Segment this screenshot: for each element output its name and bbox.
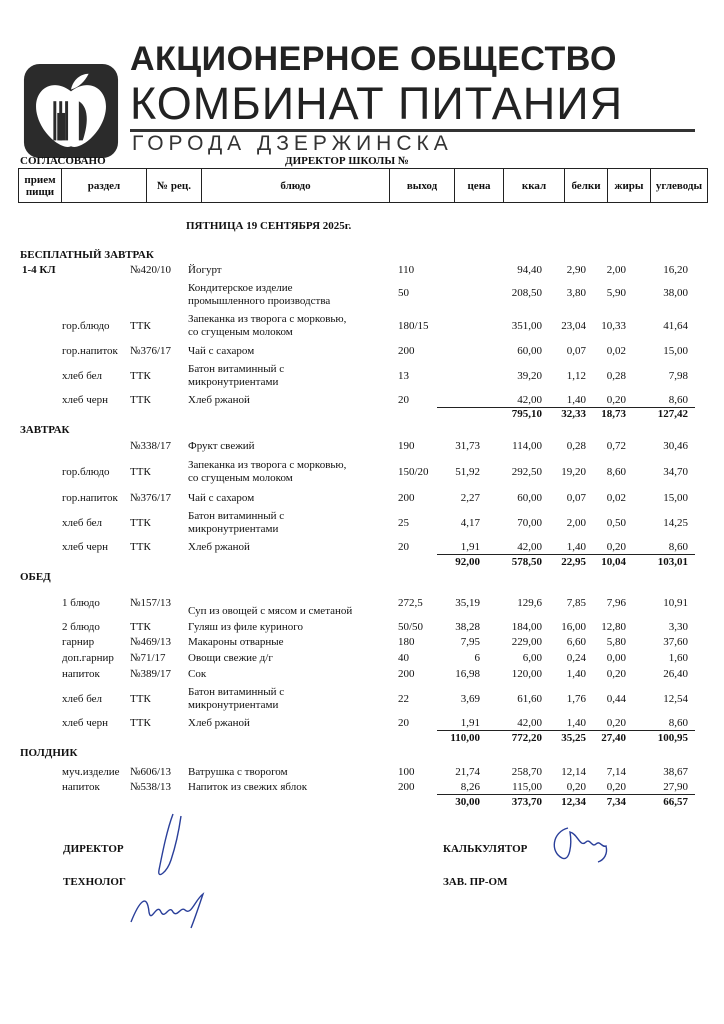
cell-output: 200 bbox=[398, 345, 415, 357]
cell-protein: 7,85 bbox=[566, 597, 586, 609]
cell-fat: 12,80 bbox=[601, 621, 626, 633]
cell-section: хлеб черн bbox=[62, 541, 109, 553]
cell-dish: Напиток из свежих яблок bbox=[188, 781, 308, 793]
cell-protein: 3,80 bbox=[566, 287, 586, 299]
cell-dish: Чай с сахаром bbox=[188, 492, 255, 504]
cell-output: 20 bbox=[398, 541, 409, 553]
cell-price: 31,73 bbox=[455, 440, 480, 452]
total-line bbox=[437, 730, 695, 731]
cell-dish: Сок bbox=[188, 668, 207, 680]
cell-kcal: 60,00 bbox=[517, 345, 542, 357]
day-title: ПЯТНИЦА 19 СЕНТЯБРЯ 2025г. bbox=[186, 220, 352, 232]
cell-section: гор.напиток bbox=[62, 345, 118, 357]
cell-dish-line2: со сгущеным молоком bbox=[188, 472, 293, 484]
cell-output: 13 bbox=[398, 370, 409, 382]
cell-kcal: 94,40 bbox=[517, 264, 542, 276]
cell-price: 8,26 bbox=[460, 781, 480, 793]
cell-fat: 0,02 bbox=[606, 492, 626, 504]
cell-protein: 0,20 bbox=[566, 781, 586, 793]
cell-kcal: 115,00 bbox=[512, 781, 542, 793]
cell-fat: 0,28 bbox=[606, 370, 626, 382]
cell-protein: 0,28 bbox=[566, 440, 586, 452]
total-fat: 18,73 bbox=[601, 408, 626, 420]
total-fat: 27,40 bbox=[601, 732, 626, 744]
cell-carbs: 12,54 bbox=[663, 693, 688, 705]
cell-dish: Суп из овощей с мясом и сметаной bbox=[188, 605, 353, 617]
cell-carbs: 8,60 bbox=[668, 394, 688, 406]
cell-carbs: 1,60 bbox=[668, 652, 688, 664]
total-carbs: 100,95 bbox=[657, 732, 688, 744]
cell-fat: 0,20 bbox=[606, 717, 626, 729]
cell-output: 200 bbox=[398, 781, 415, 793]
cell-output: 150/20 bbox=[398, 466, 429, 478]
cell-dish-line2: со сгущеным молоком bbox=[188, 326, 293, 338]
cell-kcal: 70,00 bbox=[517, 517, 542, 529]
cell-recipe: №376/17 bbox=[130, 492, 172, 504]
technologist-label: ТЕХНОЛОГ bbox=[63, 876, 126, 888]
cell-kcal: 258,70 bbox=[511, 766, 542, 778]
total-protein: 32,33 bbox=[561, 408, 586, 420]
total-price: 92,00 bbox=[455, 556, 480, 568]
cell-output: 40 bbox=[398, 652, 409, 664]
cell-fat: 7,96 bbox=[606, 597, 626, 609]
section-free-breakfast: БЕСПЛАТНЫЙ ЗАВТРАК bbox=[20, 249, 154, 261]
cell-output: 22 bbox=[398, 693, 409, 705]
section-lunch: ОБЕД bbox=[20, 571, 51, 583]
director-school-label: ДИРЕКТОР ШКОЛЫ № bbox=[285, 155, 409, 167]
total-kcal: 578,50 bbox=[511, 556, 542, 568]
cell-kcal: 208,50 bbox=[511, 287, 542, 299]
cell-carbs: 15,00 bbox=[663, 345, 688, 357]
cell-price: 1,91 bbox=[460, 541, 480, 553]
cell-dish: Кондитерское изделие bbox=[188, 282, 293, 294]
cell-section: гор.блюдо bbox=[62, 320, 110, 332]
cell-protein: 23,04 bbox=[561, 320, 586, 332]
cell-fat: 2,00 bbox=[606, 264, 626, 276]
col-dish: блюдо bbox=[201, 168, 390, 203]
cell-kcal: 129,6 bbox=[517, 597, 542, 609]
cell-carbs: 14,25 bbox=[663, 517, 688, 529]
cell-dish: Запеканка из творога с морковью, bbox=[188, 459, 347, 471]
cell-fat: 0,20 bbox=[606, 541, 626, 553]
cell-recipe: ТТК bbox=[130, 394, 151, 406]
col-protein: белки bbox=[564, 168, 608, 203]
cell-dish: Батон витаминный с bbox=[188, 510, 285, 522]
cell-dish-line2: микронутриентами bbox=[188, 376, 279, 388]
cell-fat: 0,00 bbox=[606, 652, 626, 664]
cell-output: 100 bbox=[398, 766, 415, 778]
total-fat: 10,04 bbox=[601, 556, 626, 568]
cell-kcal: 42,00 bbox=[517, 394, 542, 406]
cell-fat: 10,33 bbox=[601, 320, 626, 332]
cell-recipe: ТТК bbox=[130, 320, 151, 332]
cell-output: 200 bbox=[398, 492, 415, 504]
table-header bbox=[18, 168, 708, 203]
cell-protein: 6,60 bbox=[566, 636, 586, 648]
cell-output: 50/50 bbox=[398, 621, 424, 633]
total-protein: 35,25 bbox=[561, 732, 586, 744]
cell-recipe: №606/13 bbox=[130, 766, 172, 778]
org-name-line1: АКЦИОНЕРНОЕ ОБЩЕСТВО bbox=[130, 40, 617, 78]
cell-output: 272,5 bbox=[398, 597, 423, 609]
cell-section: 1 блюдо bbox=[62, 597, 100, 609]
cell-price: 7,95 bbox=[460, 636, 480, 648]
total-price: 30,00 bbox=[455, 796, 480, 808]
cell-kcal: 184,00 bbox=[511, 621, 542, 633]
org-name-line2: КОМБИНАТ ПИТАНИЯ bbox=[130, 78, 624, 129]
cell-meal: 1-4 КЛ bbox=[22, 264, 56, 276]
cell-recipe: №538/13 bbox=[130, 781, 172, 793]
cell-section: хлеб черн bbox=[62, 394, 109, 406]
cell-price: 2,27 bbox=[460, 492, 480, 504]
cell-recipe: №420/10 bbox=[130, 264, 172, 276]
cell-dish-line2: микронутриентами bbox=[188, 699, 279, 711]
cell-fat: 5,90 bbox=[606, 287, 626, 299]
cell-price: 51,92 bbox=[455, 466, 480, 478]
cell-kcal: 114,00 bbox=[512, 440, 542, 452]
col-meal: прием пищи bbox=[18, 168, 62, 203]
cell-section: напиток bbox=[62, 781, 100, 793]
cell-dish: Хлеб ржаной bbox=[188, 717, 250, 729]
cell-dish: Чай с сахаром bbox=[188, 345, 255, 357]
cell-protein: 2,90 bbox=[566, 264, 586, 276]
cell-dish: Ватрушка с творогом bbox=[188, 766, 288, 778]
cell-protein: 2,00 bbox=[566, 517, 586, 529]
cell-carbs: 10,91 bbox=[663, 597, 688, 609]
cell-fat: 0,20 bbox=[606, 668, 626, 680]
cell-carbs: 16,20 bbox=[663, 264, 688, 276]
cell-protein: 19,20 bbox=[561, 466, 586, 478]
cell-price: 35,19 bbox=[455, 597, 480, 609]
cell-dish: Запеканка из творога с морковью, bbox=[188, 313, 347, 325]
cell-fat: 0,72 bbox=[606, 440, 626, 452]
cell-carbs: 8,60 bbox=[668, 541, 688, 553]
total-protein: 22,95 bbox=[561, 556, 586, 568]
cell-carbs: 38,67 bbox=[663, 766, 688, 778]
cell-dish: Хлеб ржаной bbox=[188, 541, 250, 553]
company-logo bbox=[22, 62, 120, 160]
cell-dish: Йогурт bbox=[188, 264, 222, 276]
cell-dish: Гуляш из филе куриного bbox=[188, 621, 304, 633]
total-line bbox=[437, 794, 695, 795]
cell-protein: 12,14 bbox=[561, 766, 586, 778]
cell-dish-line2: микронутриентами bbox=[188, 523, 279, 535]
col-output: выход bbox=[389, 168, 455, 203]
cell-output: 180/15 bbox=[398, 320, 429, 332]
cell-section: гор.блюдо bbox=[62, 466, 110, 478]
cell-carbs: 38,00 bbox=[663, 287, 688, 299]
calculator-label: КАЛЬКУЛЯТОР bbox=[443, 843, 528, 855]
cell-kcal: 229,00 bbox=[511, 636, 542, 648]
total-protein: 12,34 bbox=[561, 796, 586, 808]
cell-dish: Фрукт свежий bbox=[188, 440, 255, 452]
cell-section: хлеб бел bbox=[62, 517, 103, 529]
cell-dish: Хлеб ржаной bbox=[188, 394, 250, 406]
section-breakfast: ЗАВТРАК bbox=[20, 424, 70, 436]
cell-output: 180 bbox=[398, 636, 415, 648]
approved-label: СОГЛАСОВАНО bbox=[20, 155, 106, 167]
cell-kcal: 292,50 bbox=[511, 466, 542, 478]
cell-protein: 16,00 bbox=[561, 621, 586, 633]
cell-fat: 0,44 bbox=[606, 693, 626, 705]
col-recipe: № рец. bbox=[146, 168, 202, 203]
cell-recipe: ТТК bbox=[130, 370, 151, 382]
cell-output: 20 bbox=[398, 394, 409, 406]
cell-kcal: 6,00 bbox=[522, 652, 542, 664]
cell-dish: Батон витаминный с bbox=[188, 363, 285, 375]
director-signature bbox=[145, 810, 195, 890]
cell-section: муч.изделие bbox=[62, 766, 120, 778]
cell-dish-line2: промышленного производства bbox=[188, 295, 331, 307]
section-snack: ПОЛДНИК bbox=[20, 747, 78, 759]
col-price: цена bbox=[454, 168, 504, 203]
cell-section: 2 блюдо bbox=[62, 621, 100, 633]
cell-protein: 1,40 bbox=[566, 717, 586, 729]
cell-protein: 1,40 bbox=[566, 394, 586, 406]
org-name-line3: ГОРОДА ДЗЕРЖИНСКА bbox=[132, 132, 453, 155]
cell-carbs: 26,40 bbox=[663, 668, 688, 680]
cell-protein: 1,40 bbox=[566, 668, 586, 680]
cell-output: 190 bbox=[398, 440, 415, 452]
cell-carbs: 27,90 bbox=[663, 781, 688, 793]
col-kcal: ккал bbox=[503, 168, 565, 203]
cell-section: хлеб черн bbox=[62, 717, 109, 729]
cell-carbs: 37,60 bbox=[663, 636, 688, 648]
cell-carbs: 8,60 bbox=[668, 717, 688, 729]
cell-carbs: 3,30 bbox=[668, 621, 688, 633]
cell-recipe: ТТК bbox=[130, 717, 151, 729]
calculator-signature bbox=[548, 818, 612, 866]
cell-carbs: 41,64 bbox=[663, 320, 688, 332]
cell-recipe: №389/17 bbox=[130, 668, 172, 680]
cell-fat: 7,14 bbox=[606, 766, 626, 778]
cell-recipe: ТТК bbox=[130, 517, 151, 529]
total-line bbox=[437, 554, 695, 555]
cell-recipe: №338/17 bbox=[130, 440, 172, 452]
director-label: ДИРЕКТОР bbox=[63, 843, 124, 855]
cell-price: 4,17 bbox=[460, 517, 480, 529]
cell-recipe: №157/13 bbox=[130, 597, 172, 609]
cell-fat: 0,50 bbox=[606, 517, 626, 529]
cell-section: гор.напиток bbox=[62, 492, 118, 504]
cell-price: 38,28 bbox=[455, 621, 480, 633]
cell-kcal: 39,20 bbox=[517, 370, 542, 382]
cell-protein: 1,12 bbox=[566, 370, 586, 382]
production-head-label: ЗАВ. ПР-ОМ bbox=[443, 876, 508, 888]
cell-protein: 1,40 bbox=[566, 541, 586, 553]
cell-protein: 0,07 bbox=[566, 345, 586, 357]
cell-recipe: №469/13 bbox=[130, 636, 172, 648]
cell-kcal: 42,00 bbox=[517, 717, 542, 729]
cell-section: доп.гарнир bbox=[62, 652, 114, 664]
cell-price: 1,91 bbox=[460, 717, 480, 729]
total-carbs: 103,01 bbox=[657, 556, 688, 568]
technologist-signature bbox=[125, 882, 215, 932]
total-kcal: 772,20 bbox=[511, 732, 542, 744]
cell-recipe: №71/17 bbox=[130, 652, 166, 664]
total-carbs: 66,57 bbox=[663, 796, 688, 808]
total-kcal: 795,10 bbox=[511, 408, 542, 420]
cell-fat: 5,80 bbox=[606, 636, 626, 648]
cell-carbs: 15,00 bbox=[663, 492, 688, 504]
cell-section: гарнир bbox=[62, 636, 95, 648]
cell-carbs: 7,98 bbox=[668, 370, 688, 382]
cell-price: 21,74 bbox=[455, 766, 480, 778]
cell-section: хлеб бел bbox=[62, 693, 103, 705]
cell-section: хлеб бел bbox=[62, 370, 103, 382]
cell-price: 6 bbox=[474, 652, 480, 664]
cell-recipe: ТТК bbox=[130, 693, 151, 705]
cell-protein: 1,76 bbox=[566, 693, 586, 705]
total-price: 110,00 bbox=[450, 732, 480, 744]
cell-dish: Макароны отварные bbox=[188, 636, 284, 648]
cell-carbs: 34,70 bbox=[663, 466, 688, 478]
cell-kcal: 351,00 bbox=[511, 320, 542, 332]
col-section: раздел bbox=[61, 168, 147, 203]
cell-protein: 0,24 bbox=[566, 652, 586, 664]
cell-output: 110 bbox=[398, 264, 415, 276]
cell-price: 16,98 bbox=[455, 668, 480, 680]
cell-recipe: №376/17 bbox=[130, 345, 172, 357]
cell-price: 3,69 bbox=[460, 693, 480, 705]
cell-kcal: 60,00 bbox=[517, 492, 542, 504]
cell-recipe: ТТК bbox=[130, 621, 151, 633]
cell-kcal: 42,00 bbox=[517, 541, 542, 553]
cell-recipe: ТТК bbox=[130, 541, 151, 553]
cell-output: 200 bbox=[398, 668, 415, 680]
cell-fat: 0,02 bbox=[606, 345, 626, 357]
cell-output: 20 bbox=[398, 717, 409, 729]
cell-protein: 0,07 bbox=[566, 492, 586, 504]
cell-carbs: 30,46 bbox=[663, 440, 688, 452]
cell-kcal: 120,00 bbox=[511, 668, 542, 680]
col-carbs: углеводы bbox=[650, 168, 708, 203]
cell-fat: 0,20 bbox=[606, 781, 626, 793]
cell-dish: Овощи свежие д/г bbox=[188, 652, 273, 664]
total-fat: 7,34 bbox=[606, 796, 626, 808]
cell-output: 50 bbox=[398, 287, 409, 299]
cell-output: 25 bbox=[398, 517, 409, 529]
cell-fat: 0,20 bbox=[606, 394, 626, 406]
col-fat: жиры bbox=[607, 168, 651, 203]
cell-fat: 8,60 bbox=[606, 466, 626, 478]
cell-section: напиток bbox=[62, 668, 100, 680]
total-kcal: 373,70 bbox=[511, 796, 542, 808]
cell-dish: Батон витаминный с bbox=[188, 686, 285, 698]
cell-recipe: ТТК bbox=[130, 466, 151, 478]
cell-kcal: 61,60 bbox=[517, 693, 542, 705]
total-carbs: 127,42 bbox=[657, 408, 688, 420]
